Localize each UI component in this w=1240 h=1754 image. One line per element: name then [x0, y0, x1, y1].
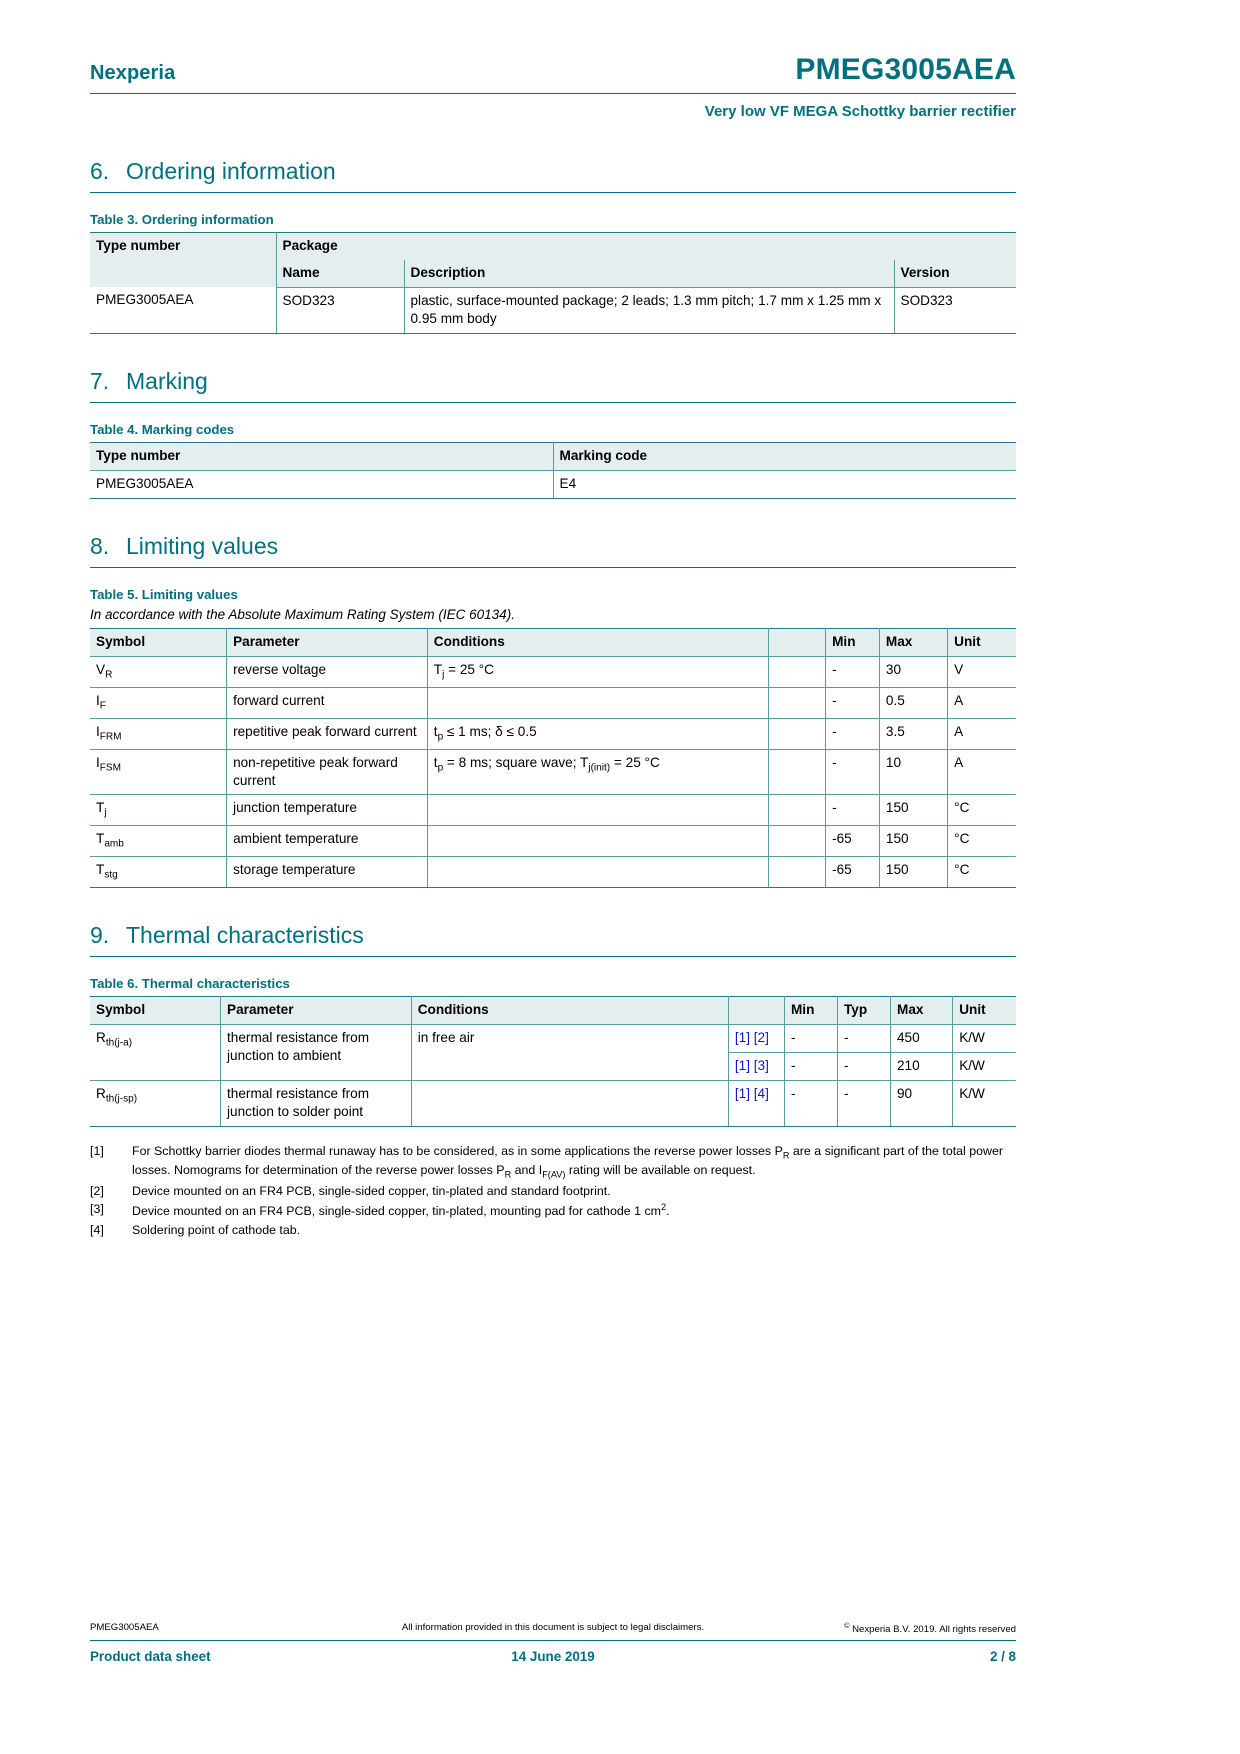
table-row — [90, 749, 1016, 795]
col-version: Version — [894, 260, 1016, 287]
cell-parameter: storage temperature — [227, 857, 428, 888]
cell-conditions — [427, 857, 768, 888]
cell-symbol: $T_j$ — [90, 795, 227, 826]
cell-min: -65 — [826, 857, 880, 888]
cell-parameter: repetitive peak forward current — [227, 718, 428, 749]
cell-type-number: PMEG3005AEA — [90, 287, 276, 333]
cell-max: 30 — [879, 656, 947, 687]
footnote-item — [90, 1183, 1016, 1200]
section-heading — [90, 158, 1016, 185]
cell-unit: A — [948, 687, 1016, 718]
cell-parameter: thermal resistance from junction to solder point — [221, 1081, 412, 1127]
cell-refs — [769, 857, 826, 888]
table-row — [90, 1081, 1016, 1127]
cell-max: 150 — [879, 826, 947, 857]
section-title: Marking — [126, 367, 208, 394]
cell-symbol: $I_{FRM}$ — [90, 718, 227, 749]
col-conditions: Conditions — [427, 628, 768, 656]
footnote-text: For Schottky barrier diodes thermal runaway has to be considered, as in some applications the reverse power losses $P_R$ are a significant part of the total power losses. Nomograms for determination of the reverse power losses $P_R$ and $I_{F(AV)}$ rating will be available on request. — [132, 1144, 1003, 1180]
table-row — [90, 826, 1016, 857]
footnote-item — [90, 1222, 1016, 1239]
footer-copyright: © Nexperia B.V. 2019. All rights reserved — [844, 1622, 1016, 1636]
col-description: Description — [404, 260, 894, 287]
cell-min: - — [826, 795, 880, 826]
page-header — [90, 55, 1016, 120]
cell-max: 3.5 — [879, 718, 947, 749]
cell-symbol: $V_R$ — [90, 656, 227, 687]
section-title: Thermal characteristics — [126, 922, 364, 949]
cell-parameter: reverse voltage — [227, 656, 428, 687]
limiting-values-table — [90, 628, 1016, 889]
cell-refs — [769, 826, 826, 857]
cell-unit: K/W — [953, 1081, 1016, 1127]
reference-link[interactable]: [1] [3] — [728, 1053, 784, 1081]
table-row — [90, 718, 1016, 749]
col-type-number: Type number — [90, 233, 276, 288]
section-title: Ordering information — [126, 158, 336, 184]
cell-typ: - — [837, 1081, 890, 1127]
table-5-caption: Table 5. Limiting values — [90, 586, 238, 602]
col-refs — [769, 628, 826, 656]
cell-conditions — [427, 795, 768, 826]
col-symbol: Symbol — [90, 997, 221, 1025]
table-4-caption: Table 4. Marking codes — [90, 421, 235, 437]
cell-conditions — [427, 826, 768, 857]
table-row — [90, 442, 1016, 470]
section-number: 8. — [90, 532, 110, 559]
col-type-number: Type number — [90, 442, 553, 470]
col-name: Name — [276, 260, 404, 287]
section-heading — [90, 922, 1016, 949]
table-row — [90, 795, 1016, 826]
cell-refs — [769, 795, 826, 826]
cell-min: - — [826, 687, 880, 718]
cell-conditions: $T_j = 25$ °C — [427, 656, 768, 687]
col-unit: Unit — [948, 628, 1016, 656]
cell-refs — [769, 656, 826, 687]
col-marking-code: Marking code — [553, 442, 1016, 470]
footnote-marker: [2] — [90, 1183, 104, 1198]
col-typ: Typ — [837, 997, 890, 1025]
page-content — [90, 158, 1016, 1240]
col-parameter: Parameter — [227, 628, 428, 656]
table-3-caption: Table 3. Ordering information — [90, 212, 274, 227]
section-heading — [90, 533, 1016, 560]
cell-min: - — [784, 1081, 837, 1127]
cell-max: 90 — [891, 1081, 953, 1127]
cell-symbol: $T_{stg}$ — [90, 857, 227, 888]
footnote-marker: [4] — [90, 1222, 104, 1237]
col-max: Max — [879, 628, 947, 656]
footnotes-list — [90, 1143, 1016, 1239]
table-row — [90, 470, 1016, 498]
cell-min: - — [826, 656, 880, 687]
table-row — [90, 233, 1016, 260]
cell-package-name: SOD323 — [276, 287, 404, 333]
thermal-characteristics-table — [90, 996, 1016, 1127]
cell-parameter: junction temperature — [227, 795, 428, 826]
footnote-text: Device mounted on an FR4 PCB, single-sided copper, tin-plated and standard footprint. — [132, 1183, 611, 1198]
table-row — [90, 287, 1016, 333]
table-row — [90, 628, 1016, 656]
cell-symbol: $I_{FSM}$ — [90, 749, 227, 795]
cell-max: 210 — [891, 1053, 953, 1081]
section-number: 9. — [90, 922, 110, 949]
cell-min: - — [826, 718, 880, 749]
cell-min: - — [784, 1025, 837, 1053]
marking-codes-table — [90, 442, 1016, 499]
cell-typ: - — [837, 1025, 890, 1053]
table-row — [90, 997, 1016, 1025]
table-row — [90, 1025, 1016, 1053]
section-heading — [90, 368, 1016, 395]
footnote-marker: [3] — [90, 1202, 104, 1217]
section-number: 6. — [90, 158, 110, 184]
cell-conditions — [427, 687, 768, 718]
limiting-values-note: In accordance with the Absolute Maximum Rating System (IEC 60134). — [90, 606, 515, 622]
cell-max: 450 — [891, 1025, 953, 1053]
cell-refs — [769, 749, 826, 795]
footnote-item — [90, 1143, 1016, 1182]
cell-unit: A — [948, 718, 1016, 749]
brand-name: Nexperia — [90, 62, 176, 84]
footnote-item — [90, 1201, 1016, 1220]
cell-min: -65 — [826, 826, 880, 857]
cell-parameter: forward current — [227, 687, 428, 718]
cell-type-number: PMEG3005AEA — [90, 470, 553, 498]
cell-unit: V — [948, 656, 1016, 687]
cell-parameter: thermal resistance from junction to ambient — [221, 1025, 412, 1081]
cell-unit: K/W — [953, 1025, 1016, 1053]
cell-min: - — [826, 749, 880, 795]
col-unit: Unit — [953, 997, 1016, 1025]
cell-conditions — [411, 1081, 728, 1127]
section-title: Limiting values — [126, 532, 279, 559]
cell-package-version: SOD323 — [894, 287, 1016, 333]
cell-symbol: $R_{th(j-a)}$ — [90, 1025, 221, 1081]
cell-typ: - — [837, 1053, 890, 1081]
col-min: Min — [784, 997, 837, 1025]
cell-symbol: $I_F$ — [90, 687, 227, 718]
page-footer — [90, 1622, 1016, 1664]
section-thermal-characteristics — [90, 922, 1016, 1238]
cell-max: 0.5 — [879, 687, 947, 718]
cell-unit: °C — [948, 826, 1016, 857]
cell-package-description: plastic, surface-mounted package; 2 leads; 1.3 mm pitch; 1.7 mm x 1.25 mm x 0.95 mm body — [404, 287, 894, 333]
footer-part-number: PMEG3005AEA — [90, 1622, 159, 1633]
header-divider — [90, 93, 1016, 94]
cell-parameter: ambient temperature — [227, 826, 428, 857]
cell-conditions: in free air — [411, 1025, 728, 1081]
cell-unit: K/W — [953, 1053, 1016, 1081]
cell-unit: °C — [948, 857, 1016, 888]
table-row — [90, 656, 1016, 687]
section-limiting-values — [90, 533, 1016, 889]
section-divider — [90, 567, 1016, 568]
col-max: Max — [891, 997, 953, 1025]
reference-link[interactable]: [1] [4] — [728, 1081, 784, 1127]
cell-max: 10 — [879, 749, 947, 795]
footer-page-number: 2 / 8 — [989, 1649, 1016, 1665]
cell-refs — [769, 718, 826, 749]
cell-unit: °C — [948, 795, 1016, 826]
cell-refs — [769, 687, 826, 718]
cell-symbol: $R_{th(j-sp)}$ — [90, 1081, 221, 1127]
section-number: 7. — [90, 367, 110, 394]
cell-marking-code: E4 — [553, 470, 1016, 498]
footnote-marker: [1] — [90, 1144, 104, 1159]
cell-conditions: $t_p \le 1$ ms; δ ≤ 0.5 — [427, 718, 768, 749]
reference-link[interactable]: [1] [2] — [728, 1025, 784, 1053]
product-subtitle: Very low VF MEGA Schottky barrier rectifier — [704, 103, 1016, 120]
section-divider — [90, 192, 1016, 193]
col-symbol: Symbol — [90, 628, 227, 656]
cell-symbol: $T_{amb}$ — [90, 826, 227, 857]
footnote-text: Soldering point of cathode tab. — [132, 1222, 301, 1237]
footer-doc-type: Product data sheet — [90, 1649, 211, 1665]
col-package: Package — [276, 233, 1016, 260]
section-marking — [90, 368, 1016, 499]
cell-conditions: $t_p = 8$ ms; square wave; $T_{j(init)} = 25$ °C — [427, 749, 768, 795]
section-divider — [90, 402, 1016, 403]
cell-unit: A — [948, 749, 1016, 795]
footer-disclaimer: All information provided in this document is subject to legal disclaimers. — [401, 1622, 705, 1633]
section-divider — [90, 956, 1016, 957]
col-refs — [728, 997, 784, 1025]
footer-date: 14 June 2019 — [511, 1649, 595, 1665]
col-conditions: Conditions — [411, 997, 728, 1025]
col-parameter: Parameter — [221, 997, 412, 1025]
cell-max: 150 — [879, 795, 947, 826]
table-row — [90, 687, 1016, 718]
section-ordering-information — [90, 158, 1016, 334]
footnote-text: Device mounted on an FR4 PCB, single-sided copper, tin-plated, mounting pad for cathode 1 $cm^2$. — [132, 1202, 670, 1219]
table-6-caption: Table 6. Thermal characteristics — [90, 976, 290, 992]
cell-min: - — [784, 1053, 837, 1081]
col-min: Min — [826, 628, 880, 656]
ordering-information-table — [90, 232, 1016, 334]
cell-max: 150 — [879, 857, 947, 888]
cell-parameter: non-repetitive peak forward current — [227, 749, 428, 795]
part-number-title: PMEG3005AEA — [795, 53, 1016, 86]
table-row — [90, 857, 1016, 888]
